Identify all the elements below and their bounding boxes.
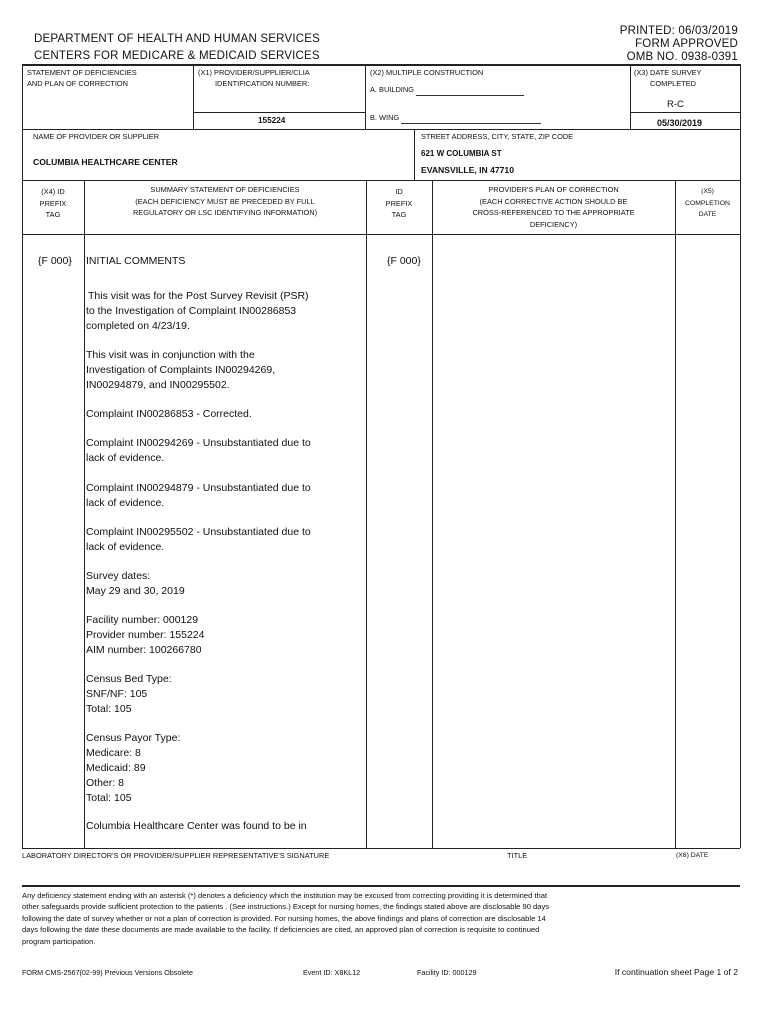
divider-address: [414, 129, 415, 180]
provider-label: NAME OF PROVIDER OR SUPPLIER: [33, 132, 160, 141]
divider-x1: [193, 64, 194, 129]
paragraph-complaint-1: Complaint IN00286853 - Corrected.: [86, 408, 252, 420]
paragraph-census-bed: Census Bed Type: SNF/NF: 105 Total: 105: [86, 673, 172, 715]
divider-col-id: [432, 180, 433, 848]
paragraph-census-payor: Census Payor Type: Medicare: 8 Medicaid: 89 Other: 8 Total: 105: [86, 732, 181, 804]
summary-header: SUMMARY STATEMENT OF DEFICIENCIES (EACH DEFICIENCY MUST BE PRECEDED BY FULL REGULATORY OR LSC IDENTIFYING INFORMATION): [132, 185, 318, 217]
divider-col-x4: [84, 180, 85, 848]
x2-label: (X2) MULTIPLE CONSTRUCTION: [370, 68, 484, 77]
statement-label: STATEMENT OF DEFICIENCIES AND PLAN OF CORRECTION: [27, 68, 137, 88]
table-left-border: [22, 64, 23, 848]
divider-x2: [365, 64, 366, 129]
row-divider-1: [22, 129, 740, 130]
survey-completed-date: 05/30/2019: [657, 118, 703, 128]
entry-title: INITIAL COMMENTS: [86, 255, 186, 267]
table-bottom-border: [22, 848, 740, 849]
paragraph-facility-numbers: Facility number: 000129 Provider number: 155224 AIM number: 100266780: [86, 614, 205, 656]
omb-number: OMB NO. 0938-0391: [626, 51, 738, 63]
divider-x3: [630, 64, 631, 129]
provider-id-number: 155224: [258, 116, 286, 125]
prefix-tag-left: {F 000}: [38, 255, 72, 267]
department-name: DEPARTMENT OF HEALTH AND HUMAN SERVICES: [34, 33, 320, 45]
paragraph-complaint-2: Complaint IN00294269 - Unsubstantiated due to lack of evidence.: [86, 437, 311, 464]
disclaimer-text: Any deficiency statement ending with an asterisk (*) denotes a deficiency which the institution may be excused from correcting providing it is determined that other safeguards provide sufficient protection to the patients . (See instructions.) Except for nursing homes, the findings stated above are disclosable 90 days following the date of survey whether or not a plan of correction is provided. For nursing homes, the above findings and plans of correction are disclosable 14 days following the date these documents are made available to the facility. If deficiencies are cited, an approved plan of correction is requisite to continued program participation.: [22, 891, 550, 946]
paragraph-compliance: Columbia Healthcare Center was found to be in: [86, 820, 307, 832]
agency-name: CENTERS FOR MEDICARE & MEDICAID SERVICES: [34, 50, 320, 62]
address-city: EVANSVILLE, IN 47710: [421, 165, 514, 175]
x1-label: (X1) PROVIDER/SUPPLIER/CLIA IDENTIFICATION NUMBER:: [198, 68, 310, 88]
wing-field: B. WING: [370, 113, 541, 124]
title-label: TITLE: [507, 851, 528, 860]
form-approved: FORM APPROVED: [635, 38, 738, 50]
provider-name: COLUMBIA HEALTHCARE CENTER: [33, 157, 178, 167]
prefix-tag-right: {F 000}: [387, 255, 421, 267]
printed-date: PRINTED: 06/03/2019: [619, 25, 738, 37]
divider-col-plan: [675, 180, 676, 848]
completion-date-header: (X5) COMPLETION DATE: [685, 188, 730, 218]
x1-underline: [193, 112, 365, 113]
form-number: FORM CMS-2567(02-99) Previous Versions Obsolete: [22, 968, 193, 977]
x4-header: (X4) ID PREFIX TAG: [39, 187, 67, 219]
paragraph-conjunction: This visit was in conjunction with the Investigation of Complaints IN00294269, IN00294879, and IN00295502.: [86, 349, 276, 391]
signature-label: LABORATORY DIRECTOR'S OR PROVIDER/SUPPLIER REPRESENTATIVE'S SIGNATURE: [22, 851, 330, 860]
paragraph-complaint-3: Complaint IN00294879 - Unsubstantiated due to lack of evidence.: [86, 482, 311, 509]
table-right-border: [740, 64, 741, 848]
plan-header: PROVIDER'S PLAN OF CORRECTION (EACH CORRECTIVE ACTION SHOULD BE CROSS-REFERENCED TO THE APPROPRIATE DEFICIENCY): [472, 185, 635, 229]
address-label: STREET ADDRESS, CITY, STATE, ZIP CODE: [421, 132, 574, 141]
column-header-bottom: [22, 234, 740, 235]
page-indicator: If continuation sheet Page 1 of 2: [614, 967, 738, 977]
survey-type: R-C: [667, 99, 684, 110]
event-id: Event ID: X8KL12: [303, 968, 361, 977]
paragraph-complaint-4: Complaint IN00295502 - Unsubstantiated due to lack of evidence.: [86, 526, 311, 553]
table-top-border: [22, 64, 740, 66]
building-field: A. BUILDING: [370, 85, 524, 96]
address-street: 621 W COLUMBIA ST: [421, 149, 502, 158]
disclaimer-top-border: [22, 885, 740, 887]
paragraph-psr: This visit was for the Post Survey Revisit (PSR) to the Investigation of Complaint IN00286853 completed on 4/23/19.: [86, 290, 309, 332]
x3-underline: [630, 112, 740, 113]
id-prefix-header: ID PREFIX TAG: [385, 187, 413, 219]
row-divider-2: [22, 180, 740, 181]
paragraph-survey-dates: Survey dates: May 29 and 30, 2019: [86, 570, 185, 597]
facility-id: Facility ID: 000129: [417, 968, 477, 977]
date-label: (X6) DATE: [676, 852, 709, 859]
x3-label: (X3) DATE SURVEY COMPLETED: [634, 68, 702, 88]
divider-col-summary: [366, 180, 367, 848]
